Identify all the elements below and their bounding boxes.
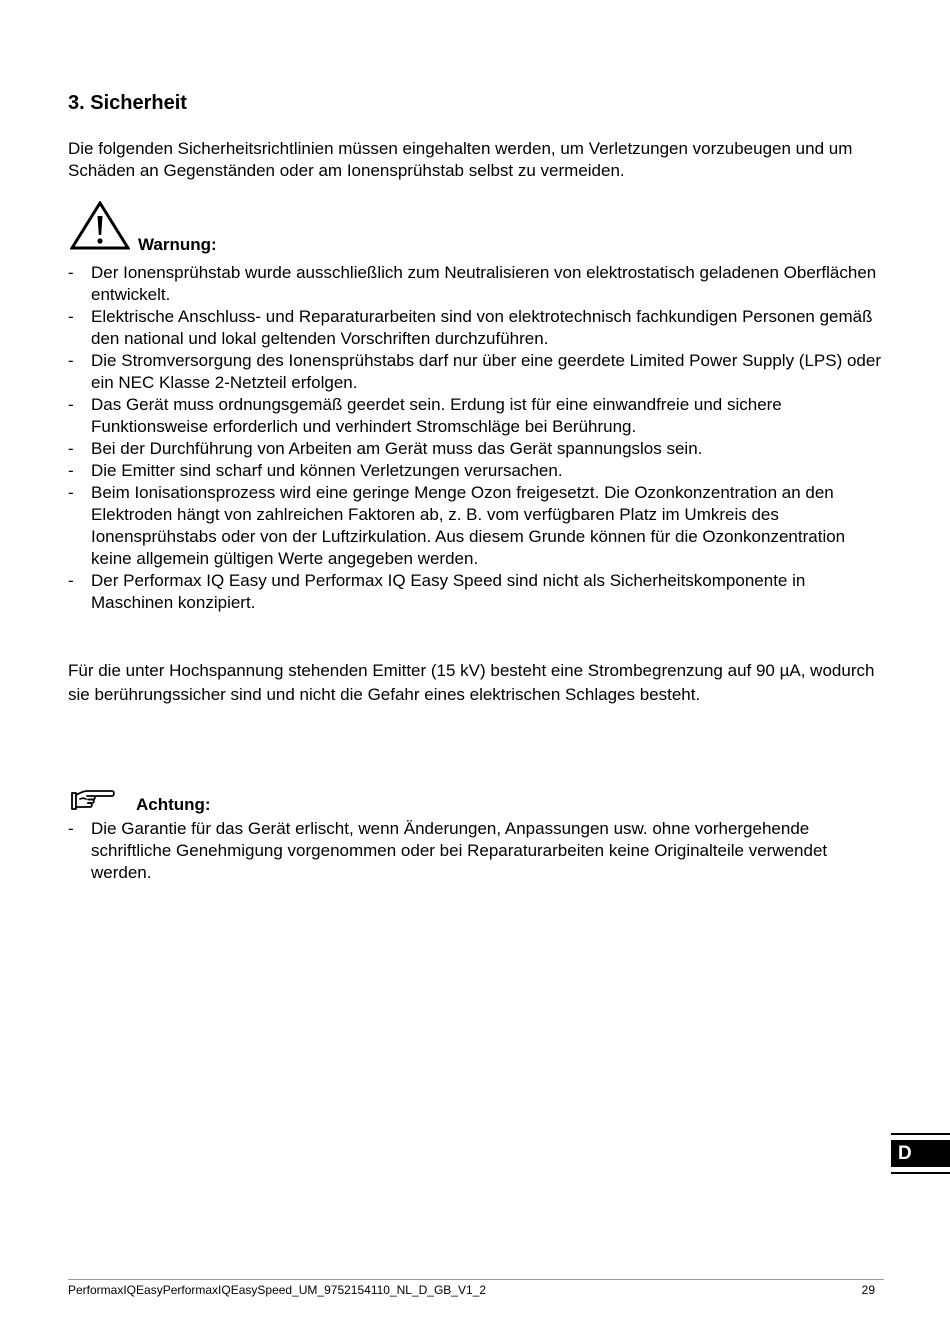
warning-item: - Der Performax IQ Easy und Performax IQ Easy Speed sind nicht als Sicherheitskomponente in Maschinen konzipiert. <box>68 570 888 614</box>
warning-item: - Das Gerät muss ordnungsgemäß geerdet sein. Erdung ist für eine einwandfreie und sichere Funktionsweise erforderlich und verhindert Stromschläge bei Berührung. <box>68 394 888 438</box>
warning-list <box>68 262 888 614</box>
language-tab <box>891 1133 950 1174</box>
intro-paragraph: Die folgenden Sicherheitsrichtlinien müssen eingehalten werden, um Verletzungen vorzubeugen und um Schäden an Gegenständen oder am Ionensprühstab selbst zu vermeiden. <box>68 139 853 180</box>
footer-page-number: 29 <box>861 1283 875 1297</box>
language-tab-fill <box>891 1140 950 1167</box>
warning-triangle-icon <box>70 201 130 251</box>
section-title: 3. Sicherheit <box>68 92 187 114</box>
attention-item: - Die Garantie für das Gerät erlischt, wenn Änderungen, Anpassungen usw. ohne vorhergehende schriftliche Genehmigung vorgenommen oder bei Reparaturarbeiten keine Originalteile verwendet werden. <box>68 818 888 884</box>
warning-item: - Die Emitter sind scharf und können Verletzungen verursachen. <box>68 460 888 482</box>
warning-item: - Elektrische Anschluss- und Reparaturarbeiten sind von elektrotechnisch fachkundigen Personen gemäß den national und lokal geltenden Vorschriften durchzuführen. <box>68 306 888 350</box>
pointing-hand-icon <box>70 787 116 813</box>
footer-divider <box>68 1279 884 1280</box>
warning-item: - Die Stromversorgung des Ionensprühstabs darf nur über eine geerdete Limited Power Supply (LPS) oder ein NEC Klasse 2-Netzteil erfolgen. <box>68 350 888 394</box>
warning-item: - Bei der Durchführung von Arbeiten am Gerät muss das Gerät spannungslos sein. <box>68 438 888 460</box>
attention-list <box>68 818 888 884</box>
high-voltage-note: Für die unter Hochspannung stehenden Emitter (15 kV) besteht eine Strombegrenzung auf 90 µA, wodurch sie berührungssicher sind und nicht die Gefahr eines elektrischen Schlages besteht. <box>68 661 875 704</box>
language-tab-label: D <box>898 1143 912 1164</box>
warning-label: Warnung: <box>138 235 217 254</box>
warning-item: - Beim Ionisationsprozess wird eine geringe Menge Ozon freigesetzt. Die Ozonkonzentration an den Elektroden hängt von zahlreichen Faktoren ab, z. B. vom verfügbaren Platz im Umkreis des Ionensprühstabs oder von der Luftzirkulation. Aus diesem Grunde können für die Ozonkonzentration keine allgemein gültigen Werte angegeben werden. <box>68 482 888 570</box>
warning-item: - Der Ionensprühstab wurde ausschließlich zum Neutralisieren von elektrostatisch geladenen Oberflächen entwickelt. <box>68 262 888 306</box>
attention-label: Achtung: <box>136 795 211 814</box>
footer-document-id: PerformaxIQEasyPerformaxIQEasySpeed_UM_9752154110_NL_D_GB_V1_2 <box>68 1283 487 1297</box>
